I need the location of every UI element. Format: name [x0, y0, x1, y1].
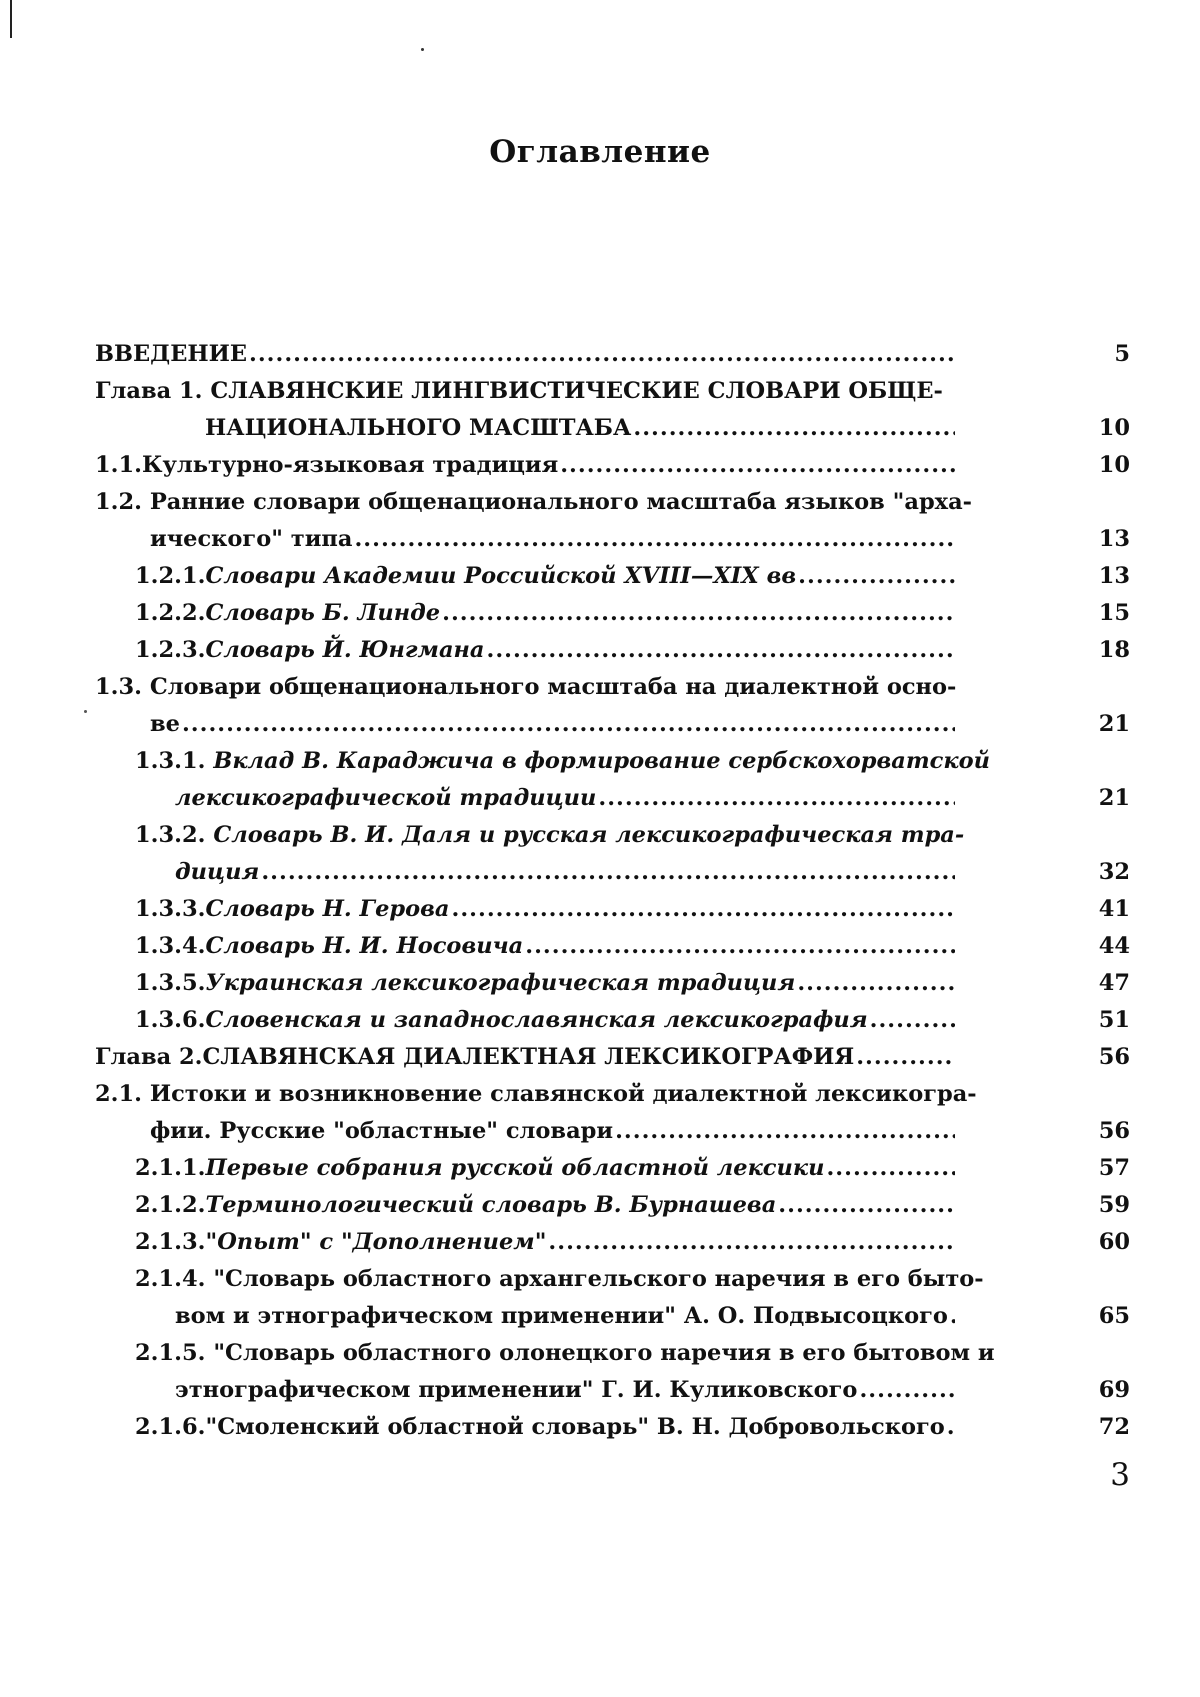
toc-entry: [95, 484, 1130, 558]
dot-leader: [778, 1187, 955, 1224]
toc-entry: [95, 669, 1130, 743]
toc-entry: [95, 447, 1130, 484]
toc-entry-number: 1.3.4.: [135, 933, 206, 959]
toc-page-number: 13: [1098, 526, 1130, 552]
toc-entry-number: 1.3.2.: [135, 822, 214, 848]
toc-entry-title: СЛАВЯНСКИЕ ЛИНГВИСТИЧЕСКИЕ СЛОВАРИ ОБЩЕ-: [210, 378, 943, 404]
toc-entry-line: [95, 410, 955, 447]
toc-entry-line: [95, 1187, 955, 1224]
dot-leader: [525, 928, 955, 965]
toc-page-number: 60: [1098, 1229, 1130, 1255]
toc-entry-title: ического" типа: [150, 526, 353, 552]
toc-entry-title: Терминологический словарь В. Бурнашева: [205, 1192, 777, 1218]
toc-entry-number: 1.2.1.: [135, 563, 206, 589]
dot-leader: [598, 780, 955, 817]
toc-entry-line: [95, 1261, 984, 1298]
toc-entry-title: Словарь Н. Герова: [205, 896, 450, 922]
toc-entry-title: Первые собрания русской областной лексики: [205, 1155, 825, 1181]
toc-entry-number: 2.1.: [95, 1081, 150, 1107]
toc-entry-title: СЛАВЯНСКАЯ ДИАЛЕКТНАЯ ЛЕКСИКОГРАФИЯ: [202, 1044, 855, 1070]
toc-entry-number: 1.3.6.: [135, 1007, 206, 1033]
toc-entry: [95, 1224, 1130, 1261]
toc-entry-title: Словенская и западнославянская лексикография: [205, 1007, 868, 1033]
toc-entry: [95, 632, 1130, 669]
toc-entry-line: [95, 669, 955, 706]
table-of-contents: [95, 336, 1130, 1446]
toc-entry: [95, 336, 1130, 373]
dot-leader: [826, 1150, 955, 1187]
toc-entry: [95, 1335, 1130, 1409]
toc-entry-line: [95, 521, 955, 558]
toc-entry-line: [95, 632, 955, 669]
toc-entry-number: 2.1.4.: [135, 1266, 214, 1292]
dot-leader: [633, 410, 955, 447]
toc-entry-title: фии. Русские "областные" словари: [150, 1118, 614, 1144]
toc-entry-title: Культурно-языковая традиция: [141, 452, 559, 478]
dot-leader: [261, 854, 955, 891]
toc-entry-title: "Смоленский областной словарь" В. Н. Добровольского: [205, 1414, 945, 1440]
toc-entry-line: [95, 1150, 955, 1187]
page-title: Оглавление: [489, 134, 711, 170]
toc-entry-number: 2.1.5.: [135, 1340, 214, 1366]
toc-entry-number: 2.1.1.: [135, 1155, 206, 1181]
dot-leader: [798, 558, 955, 595]
toc-entry-line: [95, 1113, 955, 1150]
toc-entry-number: 1.2.2.: [135, 600, 206, 626]
toc-entry-title: вом и этнографическом применении" А. О. Подвысоцкого: [175, 1303, 948, 1329]
toc-entry-title: Словари общенационального масштаба на диалектной осно-: [149, 674, 957, 700]
toc-entry-title: ве: [150, 711, 180, 737]
toc-entry-title: Словарь Б. Линде: [205, 600, 441, 626]
scan-artifact-dot: [421, 48, 424, 51]
toc-entry-number: 1.2.3.: [135, 637, 206, 663]
dot-leader: [354, 521, 955, 558]
toc-entry-number: 1.3.3.: [135, 896, 206, 922]
toc-entry-title: Словарь В. И. Даля и русская лексикографическая тра-: [213, 822, 965, 848]
toc-entry-title: этнографическом применении" Г. И. Куликовского: [175, 1377, 858, 1403]
dot-leader: [442, 595, 955, 632]
toc-page-number: 56: [1098, 1118, 1130, 1144]
toc-entry-line: [95, 706, 955, 743]
dot-leader: [856, 1039, 955, 1076]
toc-entry-line: [95, 484, 973, 521]
scan-artifact-dot: [84, 710, 87, 713]
toc-page-number: 13: [1098, 563, 1130, 589]
toc-entry-line: [95, 1076, 977, 1113]
toc-entry: [95, 891, 1130, 928]
dot-leader: [947, 1409, 955, 1446]
toc-page-number: 72: [1098, 1414, 1130, 1440]
toc-entry: [95, 1150, 1130, 1187]
toc-entry-title: Словарь Й. Юнгмана: [205, 637, 485, 663]
toc-entry-title: диция: [175, 859, 260, 885]
toc-entry-line: [95, 1372, 955, 1409]
toc-entry: [95, 1002, 1130, 1039]
toc-entry-line: [95, 965, 955, 1002]
toc-entry: [95, 817, 1130, 891]
toc-entry: [95, 928, 1130, 965]
toc-entry-line: [95, 558, 955, 595]
toc-entry-line: [95, 780, 955, 817]
toc-page-number: 32: [1098, 859, 1130, 885]
toc-entry-title: Вклад В. Караджича в формирование сербскохорватской: [213, 748, 990, 774]
toc-entry: [95, 1187, 1130, 1224]
toc-page-number: 69: [1098, 1377, 1130, 1403]
scan-artifact-line: [10, 0, 12, 38]
toc-entry-line: [95, 373, 955, 410]
page-number: 3: [1110, 1457, 1130, 1493]
dot-leader: [615, 1113, 955, 1150]
toc-entry-line: [95, 1335, 995, 1372]
dot-leader: [249, 336, 955, 373]
toc-entry-title: Ранние словари общенационального масштаба языков "арха-: [149, 489, 973, 515]
toc-entry-number: 2.1.3.: [135, 1229, 206, 1255]
toc-entry-number: Глава 1.: [95, 378, 211, 404]
dot-leader: [870, 1002, 955, 1039]
dot-leader: [548, 1224, 955, 1261]
toc-page-number: 18: [1098, 637, 1130, 663]
toc-entry: [95, 1076, 1130, 1150]
toc-entry-title: ВВЕДЕНИЕ: [95, 341, 248, 367]
toc-entry: [95, 965, 1130, 1002]
toc-page-number: 5: [1114, 341, 1130, 367]
toc-entry: [95, 1261, 1130, 1335]
toc-page-number: 51: [1098, 1007, 1130, 1033]
toc-entry-title: Истоки и возникновение славянской диалектной лексикогра-: [149, 1081, 977, 1107]
toc-entry-title: "Словарь областного олонецкого наречия в его бытовом и: [213, 1340, 995, 1366]
toc-entry: [95, 373, 1130, 447]
dot-leader: [560, 447, 955, 484]
toc-entry: [95, 743, 1130, 817]
toc-entry-number: 1.3.1.: [135, 748, 214, 774]
toc-page-number: 57: [1098, 1155, 1130, 1181]
toc-entry-number: 1.2.: [95, 489, 150, 515]
dot-leader: [487, 632, 955, 669]
toc-entry: [95, 1039, 1130, 1076]
toc-entry-line: [95, 854, 955, 891]
toc-entry-line: [95, 336, 955, 373]
toc-page-number: 47: [1098, 970, 1130, 996]
toc-entry: [95, 1409, 1130, 1446]
toc-entry: [95, 595, 1130, 632]
toc-entry-title: НАЦИОНАЛЬНОГО МАСШТАБА: [205, 415, 632, 441]
toc-entry-line: [95, 743, 990, 780]
toc-entry-line: [95, 891, 955, 928]
toc-entry-title: "Словарь областного архангельского наречия в его быто-: [213, 1266, 984, 1292]
toc-entry-title: Словарь Н. И. Носовича: [205, 933, 524, 959]
toc-page-number: 59: [1098, 1192, 1130, 1218]
toc-entry-number: 1.3.5.: [135, 970, 206, 996]
toc-entry-number: Глава 2.: [95, 1044, 203, 1070]
toc-page-number: 15: [1098, 600, 1130, 626]
toc-entry-title: лексикографической традиции: [175, 785, 597, 811]
toc-entry-line: [95, 1224, 955, 1261]
dot-leader: [950, 1298, 955, 1335]
toc-entry-line: [95, 928, 955, 965]
toc-entry-line: [95, 817, 965, 854]
toc-entry-number: 2.1.6.: [135, 1414, 206, 1440]
toc-entry-title: Словари Академии Российской XVIII—XIX вв: [205, 563, 797, 589]
toc-entry-number: 2.1.2.: [135, 1192, 206, 1218]
dot-leader: [452, 891, 956, 928]
toc-entry: [95, 558, 1130, 595]
toc-entry-line: [95, 1298, 955, 1335]
toc-entry-title: "Опыт" с "Дополнением": [205, 1229, 547, 1255]
toc-page-number: 21: [1098, 711, 1130, 737]
toc-entry-line: [95, 1409, 955, 1446]
toc-entry-number: 1.3.: [95, 674, 150, 700]
toc-page-number: 10: [1098, 415, 1130, 441]
dot-leader: [797, 965, 955, 1002]
toc-entry-line: [95, 1039, 955, 1076]
toc-page-number: 10: [1098, 452, 1130, 478]
dot-leader: [182, 706, 955, 743]
toc-page-number: 44: [1098, 933, 1130, 959]
toc-entry-title: Украинская лексикографическая традиция: [205, 970, 796, 996]
toc-page-number: 41: [1098, 896, 1130, 922]
toc-entry-line: [95, 1002, 955, 1039]
toc-page-number: 65: [1098, 1303, 1130, 1329]
dot-leader: [859, 1372, 955, 1409]
toc-entry-line: [95, 447, 955, 484]
toc-entry-line: [95, 595, 955, 632]
toc-entry-number: 1.1.: [95, 452, 142, 478]
toc-page-number: 21: [1098, 785, 1130, 811]
toc-page-number: 56: [1098, 1044, 1130, 1070]
